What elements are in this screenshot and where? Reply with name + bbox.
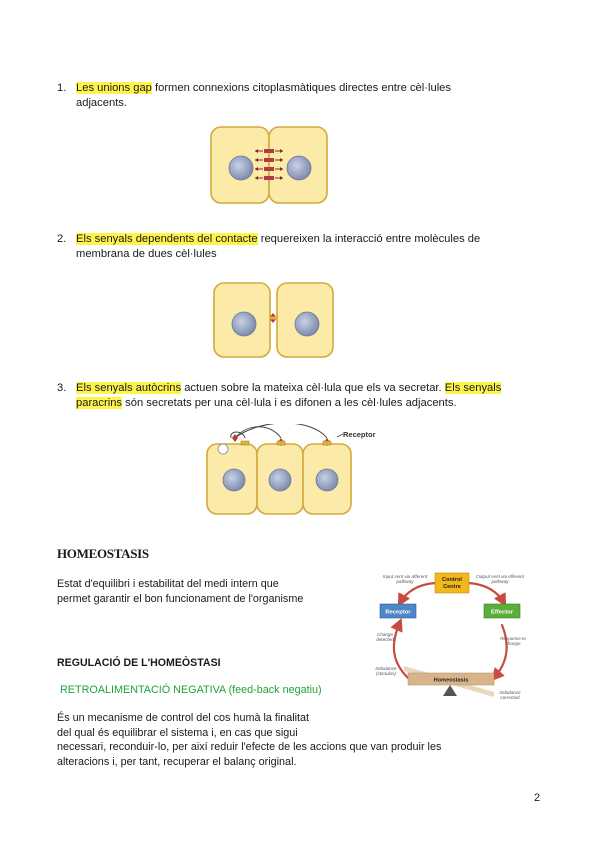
paragraph-line: alteracions i, per tant, recuperar el balanç original. xyxy=(57,755,297,768)
feedback-title: RETROALIMENTACIÓ NEGATIVA (feed-back negatiu) xyxy=(60,684,322,696)
list-number: 1. xyxy=(57,82,67,94)
definition-line: Estat d'equilibri i estabilitat del medi intern que xyxy=(57,578,279,590)
nucleus xyxy=(229,156,253,180)
list-number: 3. xyxy=(57,382,67,394)
effector-box-label: Effector xyxy=(491,609,513,616)
highlighted-term-2b: paracrins xyxy=(76,397,123,409)
highlighted-term: Els senyals autòcrins xyxy=(76,382,182,394)
list-item-1 xyxy=(57,81,537,111)
nucleus xyxy=(316,469,338,491)
imbalance-corrected-label: Imbalance corrected xyxy=(499,690,521,701)
homeostasis-label: Homeostasis xyxy=(433,677,469,684)
list-item-2 xyxy=(57,232,547,262)
response-label: Response to change xyxy=(500,636,526,647)
contact-dependent-figure xyxy=(209,279,337,361)
paragraph-line: necessari, reconduir-lo, per així reduir l'efecte de les accions que van produir les xyxy=(57,741,442,753)
highlighted-term: Els senyals dependents del contacte xyxy=(76,233,258,245)
item-text: formen connexions citoplasmàtiques directes entre cèl·lules xyxy=(151,82,451,94)
item-text: requereixen la interacció entre molècules de xyxy=(257,233,481,245)
list-item-3 xyxy=(57,381,547,411)
nucleus xyxy=(295,312,319,336)
secretory-vesicle xyxy=(218,444,228,454)
item-text-line2: membrana de dues cèl·lules xyxy=(76,248,217,260)
feedback-cycle-arrows xyxy=(394,583,507,678)
input-label: Input sent via afferent pathway xyxy=(382,574,428,585)
nucleus xyxy=(287,156,311,180)
highlighted-term-2: Els senyals xyxy=(444,382,502,394)
receptor-box-label: Receptor xyxy=(385,609,411,616)
highlighted-term: Les unions gap xyxy=(76,82,152,94)
definition xyxy=(57,577,357,606)
nucleus xyxy=(269,469,291,491)
receptor-label: Receptor xyxy=(343,430,376,439)
page-number: 2 xyxy=(534,792,541,804)
item-text-line2: són secretats per una cèl·lula i es difonen a les cèl·lules adjacents. xyxy=(122,397,457,409)
homeostasis-diagram xyxy=(368,570,528,710)
nucleus xyxy=(223,469,245,491)
imbalance-label: Imbalance (stimulus) xyxy=(375,666,397,677)
item-text-line2: adjacents. xyxy=(76,97,127,109)
list-number: 2. xyxy=(57,233,67,245)
change-detected-label: Change detected xyxy=(376,632,394,643)
definition-line: permet garantir el bon funcionament de l'organisme xyxy=(57,592,304,605)
regulation-title: REGULACIÓ DE L'HOMEÒSTASI xyxy=(57,657,221,669)
gap-junction-figure xyxy=(205,121,333,207)
control-centre-label: Control Centre xyxy=(442,577,462,590)
item-text: actuen sobre la mateixa cèl·lula que els va secretar. xyxy=(181,382,445,394)
feedback-paragraph xyxy=(57,711,517,769)
paragraph-line: És un mecanisme de control del cos humà la finalitat xyxy=(57,712,310,724)
section-title: HOMEOSTASIS xyxy=(57,546,149,561)
nucleus xyxy=(232,312,256,336)
paragraph-line: del qual és equilibrar el sistema i, en cas que sigui xyxy=(57,726,298,739)
autocrine-paracrine-figure xyxy=(201,424,381,520)
signal-arrows xyxy=(231,424,327,438)
output-label: Output sent via efferent pathway xyxy=(476,574,524,585)
